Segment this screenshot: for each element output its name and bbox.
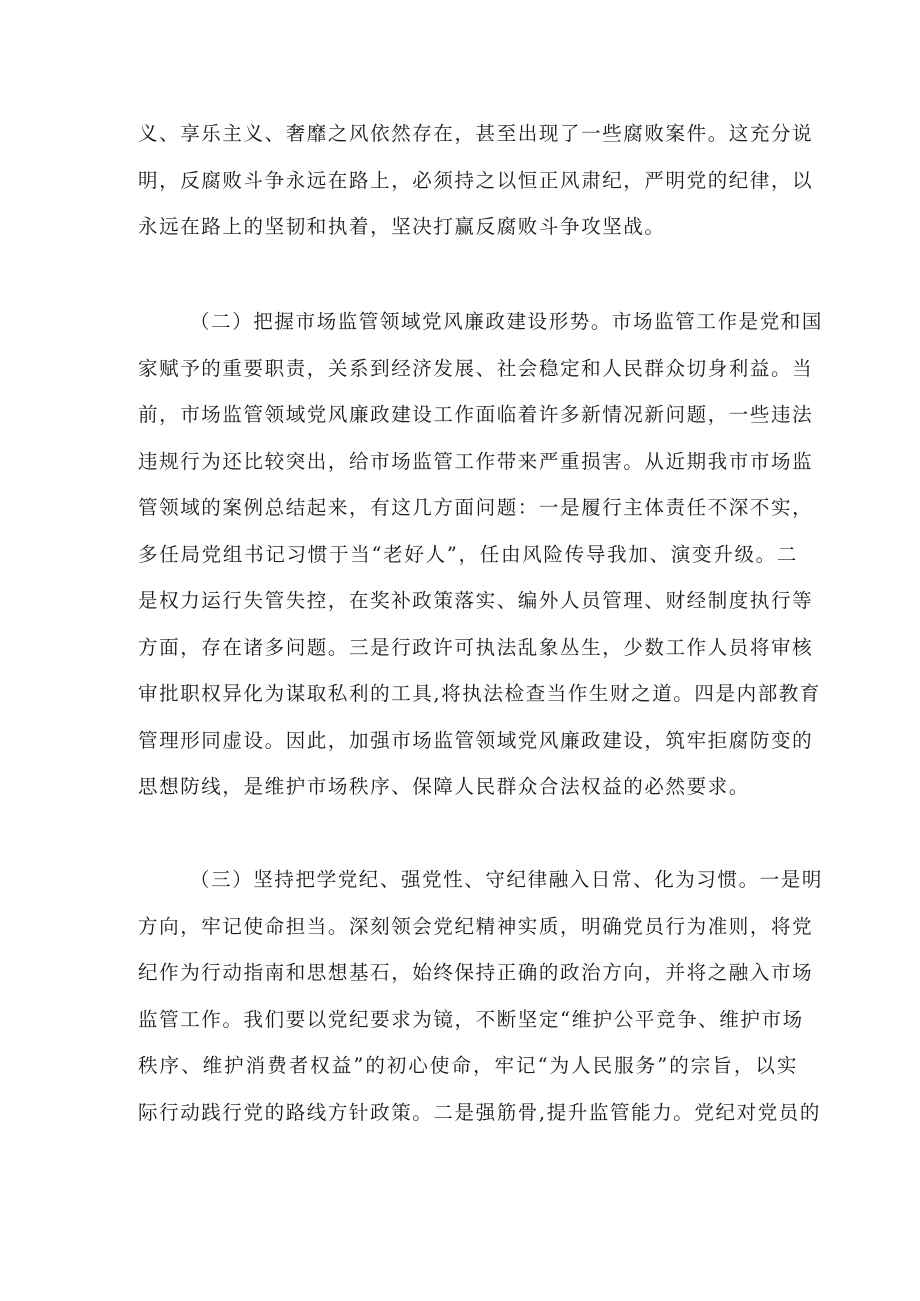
text-line: 家赋予的重要职责，关系到经济发展、社会稳定和人民群众切身利益。当 <box>138 356 814 380</box>
text-line: 审批职权异化为谋取私利的工具,将执法检查当作生财之道。四是内部教育 <box>138 682 821 705</box>
section-heading-line: （二）把握市场监管领域党风廉政建设形势。市场监管工作是党和国 <box>190 310 824 333</box>
text-line: 管理形同虚设。因此，加强市场监管领域党风廉政建设，筑牢拒腐防变的 <box>138 728 814 752</box>
paragraph-section-2 <box>138 299 824 811</box>
text-line: 方向，牢记使命担当。深刻领会党纪精神实质，明确党员行为准则，将党 <box>138 914 814 938</box>
text-line: 违规行为还比较突出，给市场监管工作带来严重损害。从近期我市市场监 <box>138 449 814 473</box>
text-line: 义、享乐主义、奢靡之风依然存在，甚至出现了一些腐败案件。这充分说 <box>138 122 814 145</box>
text-line: 是权力运行失管失控，在奖补政策落实、编外人员管理、财经制度执行等 <box>138 589 814 612</box>
text-line: 管领域的案例总结起来，有这几方面问题：一是履行主体责任不深不实， <box>138 496 814 519</box>
text-line: 秩序、维护消费者权益”的初心使命，牢记“为人民服务”的宗旨，以实 <box>138 1054 798 1077</box>
text-line: 明，反腐败斗争永远在路上，必须持之以恒正风肃纪，严明党的纪律，以 <box>138 168 814 192</box>
text-line: 永远在路上的坚韧和执着，坚决打赢反腐败斗争攻坚战。 <box>138 215 666 238</box>
text-line: 纪作为行动指南和思想基石，始终保持正确的政治方向，并将之融入市场 <box>138 961 814 984</box>
text-line: 前，市场监管领域党风廉政建设工作面临着许多新情况新问题，一些违法 <box>138 403 814 426</box>
text-line: 监管工作。我们要以党纪要求为镜，不断坚定“维护公平竞争、维护市场 <box>138 1007 804 1031</box>
text-line: 思想防线，是维护市场秩序、保障人民群众合法权益的必然要求。 <box>138 775 750 798</box>
text-line: 多任局党组书记习惯于当“老好人”，任由风险传导我加、演变升级。二 <box>138 542 798 566</box>
text-line: 际行动践行党的路线方针政策。二是强筋骨,提升监管能力。党纪对党员的 <box>138 1100 821 1124</box>
paragraph-continuation <box>138 111 814 251</box>
paragraph-section-3 <box>138 857 824 1136</box>
text-line: 方面，存在诸多问题。三是行政许可执法乱象丛生，少数工作人员将审核 <box>138 635 814 659</box>
section-heading-line: （三）坚持把学党纪、强党性、守纪律融入日常、化为习惯。一是明 <box>190 868 824 891</box>
